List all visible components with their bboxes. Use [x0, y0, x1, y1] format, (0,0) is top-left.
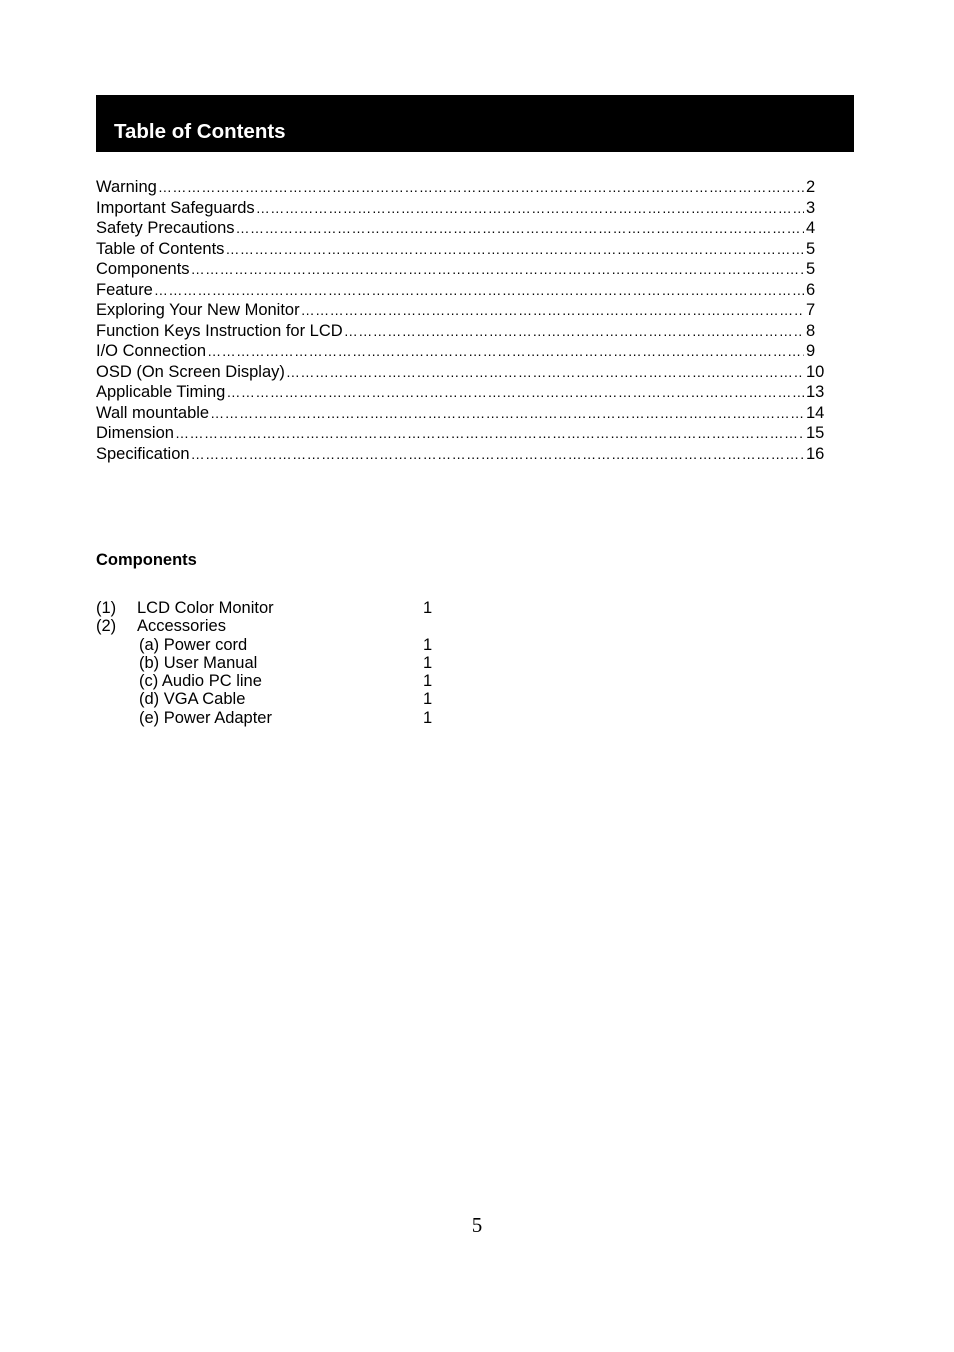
toc-entry[interactable]: [96, 198, 836, 219]
toc-title: Function Keys Instruction for LCD: [96, 321, 343, 340]
toc-title: Warning: [96, 178, 157, 196]
header-bar: [96, 95, 854, 152]
toc-leader: [301, 300, 804, 321]
toc-page-number: 8: [806, 321, 816, 340]
toc-entry[interactable]: [96, 444, 836, 465]
toc-entry[interactable]: [96, 239, 836, 260]
list-item: [96, 617, 496, 635]
accessory-item: [96, 636, 496, 654]
toc-title: Applicable Timing: [96, 383, 226, 401]
accessory-item: [96, 690, 496, 708]
toc-leader: [256, 198, 804, 219]
toc-title: Safety Precautions: [96, 219, 235, 237]
toc-leader: [154, 280, 804, 301]
toc-leader: [210, 403, 804, 424]
accessory-quantity: 1: [423, 690, 433, 709]
toc-page-number: 14: [806, 403, 825, 422]
toc-title: Important Safeguards: [96, 198, 255, 217]
accessory-label: (e) Power Adapter: [139, 708, 272, 727]
components-list: [96, 599, 496, 727]
accessory-label: (b) User Manual: [139, 653, 258, 672]
toc-title: Dimension: [96, 424, 174, 442]
table-of-contents: [96, 177, 836, 464]
item-quantity: 1: [423, 599, 433, 617]
accessory-item: [96, 654, 496, 672]
toc-page-number: 2: [806, 178, 816, 196]
toc-entry[interactable]: [96, 280, 836, 301]
toc-leader: [225, 239, 804, 260]
toc-title: Components: [96, 260, 190, 278]
toc-leader: [236, 218, 805, 239]
accessory-label: (c) Audio PC line: [139, 672, 262, 691]
item-label: LCD Color Monitor: [137, 599, 274, 617]
toc-entry[interactable]: [96, 300, 836, 321]
toc-page-number: 7: [806, 301, 816, 319]
toc-page-number: 15: [806, 424, 825, 442]
toc-entry[interactable]: [96, 177, 836, 198]
accessory-quantity: 1: [423, 635, 433, 654]
toc-leader: [175, 423, 804, 444]
item-number: (1): [96, 599, 117, 617]
list-item: [96, 599, 496, 617]
toc-leader: [191, 259, 804, 280]
accessory-quantity: 1: [423, 653, 433, 672]
toc-page-number: 4: [806, 219, 816, 237]
accessory-label: (d) VGA Cable: [139, 690, 246, 709]
toc-entry[interactable]: [96, 341, 836, 362]
toc-title: Table of Contents: [96, 239, 225, 258]
toc-leader: [226, 382, 804, 403]
toc-title: OSD (On Screen Display): [96, 362, 285, 381]
toc-title: I/O Connection: [96, 342, 207, 360]
toc-entry[interactable]: [96, 403, 836, 424]
toc-entry[interactable]: [96, 259, 836, 280]
toc-page-number: 3: [806, 198, 816, 217]
toc-leader: [344, 321, 804, 342]
toc-entry[interactable]: [96, 362, 836, 383]
item-number: (2): [96, 617, 117, 636]
toc-page-number: 5: [806, 260, 816, 278]
accessory-label: (a) Power cord: [139, 635, 248, 654]
toc-page-number: 10: [806, 362, 825, 381]
page-number: 5: [471, 1213, 483, 1237]
toc-leader: [158, 177, 804, 198]
toc-entry[interactable]: [96, 382, 836, 403]
toc-entry[interactable]: [96, 423, 836, 444]
toc-title: Specification: [96, 444, 190, 463]
toc-leader: [286, 362, 804, 383]
toc-entry[interactable]: [96, 218, 836, 239]
toc-leader: [207, 341, 804, 362]
toc-page-number: 13: [806, 383, 825, 401]
accessory-item: [96, 709, 496, 727]
accessory-quantity: 1: [423, 672, 433, 691]
toc-page-number: 16: [806, 444, 825, 463]
toc-leader: [191, 444, 804, 465]
toc-title: Feature: [96, 280, 153, 299]
toc-page-number: 6: [806, 280, 816, 299]
toc-page-number: 5: [806, 239, 816, 258]
item-label: Accessories: [137, 617, 226, 636]
toc-page-number: 9: [806, 342, 816, 360]
page-title: Table of Contents: [114, 120, 286, 143]
accessory-item: [96, 672, 496, 690]
toc-title: Wall mountable: [96, 403, 210, 422]
components-heading: Components: [96, 551, 197, 569]
toc-title: Exploring Your New Monitor: [96, 301, 300, 319]
accessory-quantity: 1: [423, 708, 433, 727]
toc-entry[interactable]: [96, 321, 836, 342]
